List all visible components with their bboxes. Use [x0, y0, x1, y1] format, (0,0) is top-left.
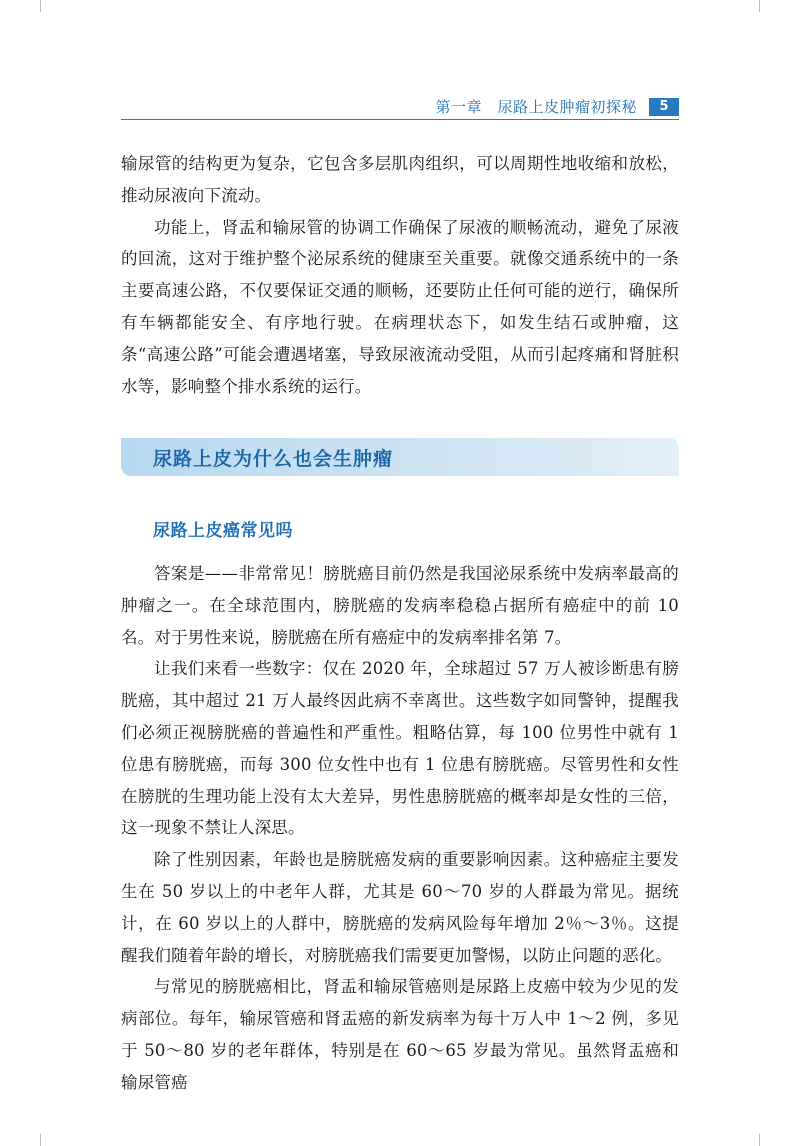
paragraph: 与常见的膀胱癌相比，肾盂和输尿管癌则是尿路上皮癌中较为少见的发病部位。每年，输尿管癌和肾盂癌的新发病率为每十万人中 1～2 例，多见于 50～80 岁的老年群体，特别是在 60～65 岁最为常见。虽然肾盂癌和输尿管癌 [121, 977, 679, 1092]
header-rule [121, 119, 679, 120]
paragraph: 功能上，肾盂和输尿管的协调工作确保了尿液的顺畅流动，避免了尿液的回流，这对于维护整个泌尿系统的健康至关重要。就像交通系统中的一条主要高速公路，不仅要保证交通的顺畅，还要防止任何可能的逆行，确保所有车辆都能安全、有序地行驶。在病理状态下，如发生结石或肿瘤，这条“高速公路”可能会遭遇堵塞，导致尿液流动受阻，从而引起疼痛和肾脏积水等，影响整个排水系统的运行。 [121, 217, 679, 396]
crop-mark-top-right [759, 0, 760, 12]
crop-mark-top-left [40, 0, 41, 12]
paragraph: 除了性别因素，年龄也是膀胱癌发病的重要影响因素。这种癌症主要发生在 50 岁以上的中老年人群，尤其是 60～70 岁的人群最为常见。据统计，在 60 岁以上的人群中，膀胱癌的发病风险每年增加 2％～3％。这提醒我们随着年龄的增长，对膀胱癌我们需要更加警惕，以防止问题的恶化。 [121, 850, 679, 965]
section-title: 尿路上皮为什么也会生肿瘤 [153, 448, 394, 470]
page-number: 5 [649, 98, 679, 116]
intro-text [121, 148, 679, 402]
section-text [121, 558, 679, 1099]
crop-mark-bottom-right [759, 1134, 760, 1146]
running-header [435, 96, 679, 117]
chapter-title: 第一章 尿路上皮肿瘤初探秘 [435, 98, 637, 116]
paragraph: 让我们来看一些数字：仅在 2020 年，全球超过 57 万人被诊断患有膀胱癌，其中超过 21 万人最终因此病不幸离世。这些数字如同警钟，提醒我们必须正视膀胱癌的普遍性和严重性。粗略估算，每 100 位男性中就有 1 位患有膀胱癌，而每 300 位女性中也有 1 位患有膀胱癌。尽管男性和女性在膀胱的生理功能上没有太大差异，男性患膀胱癌的概率却是女性的三倍，这一现象不禁让人深思。 [121, 659, 679, 838]
paragraph: 输尿管的结构更为复杂，它包含多层肌肉组织，可以周期性地收缩和放松，推动尿液向下流动。 [121, 154, 679, 205]
crop-mark-bottom-left [40, 1134, 41, 1146]
subheading: 尿路上皮癌常见吗 [153, 521, 293, 541]
paragraph: 答案是——非常常见！膀胱癌目前仍然是我国泌尿系统中发病率最高的肿瘤之一。在全球范围内，膀胱癌的发病率稳稳占据所有癌症中的前 10 名。对于男性来说，膀胱癌在所有癌症中的发病率排名第 7。 [121, 564, 679, 647]
section-banner [121, 438, 679, 476]
